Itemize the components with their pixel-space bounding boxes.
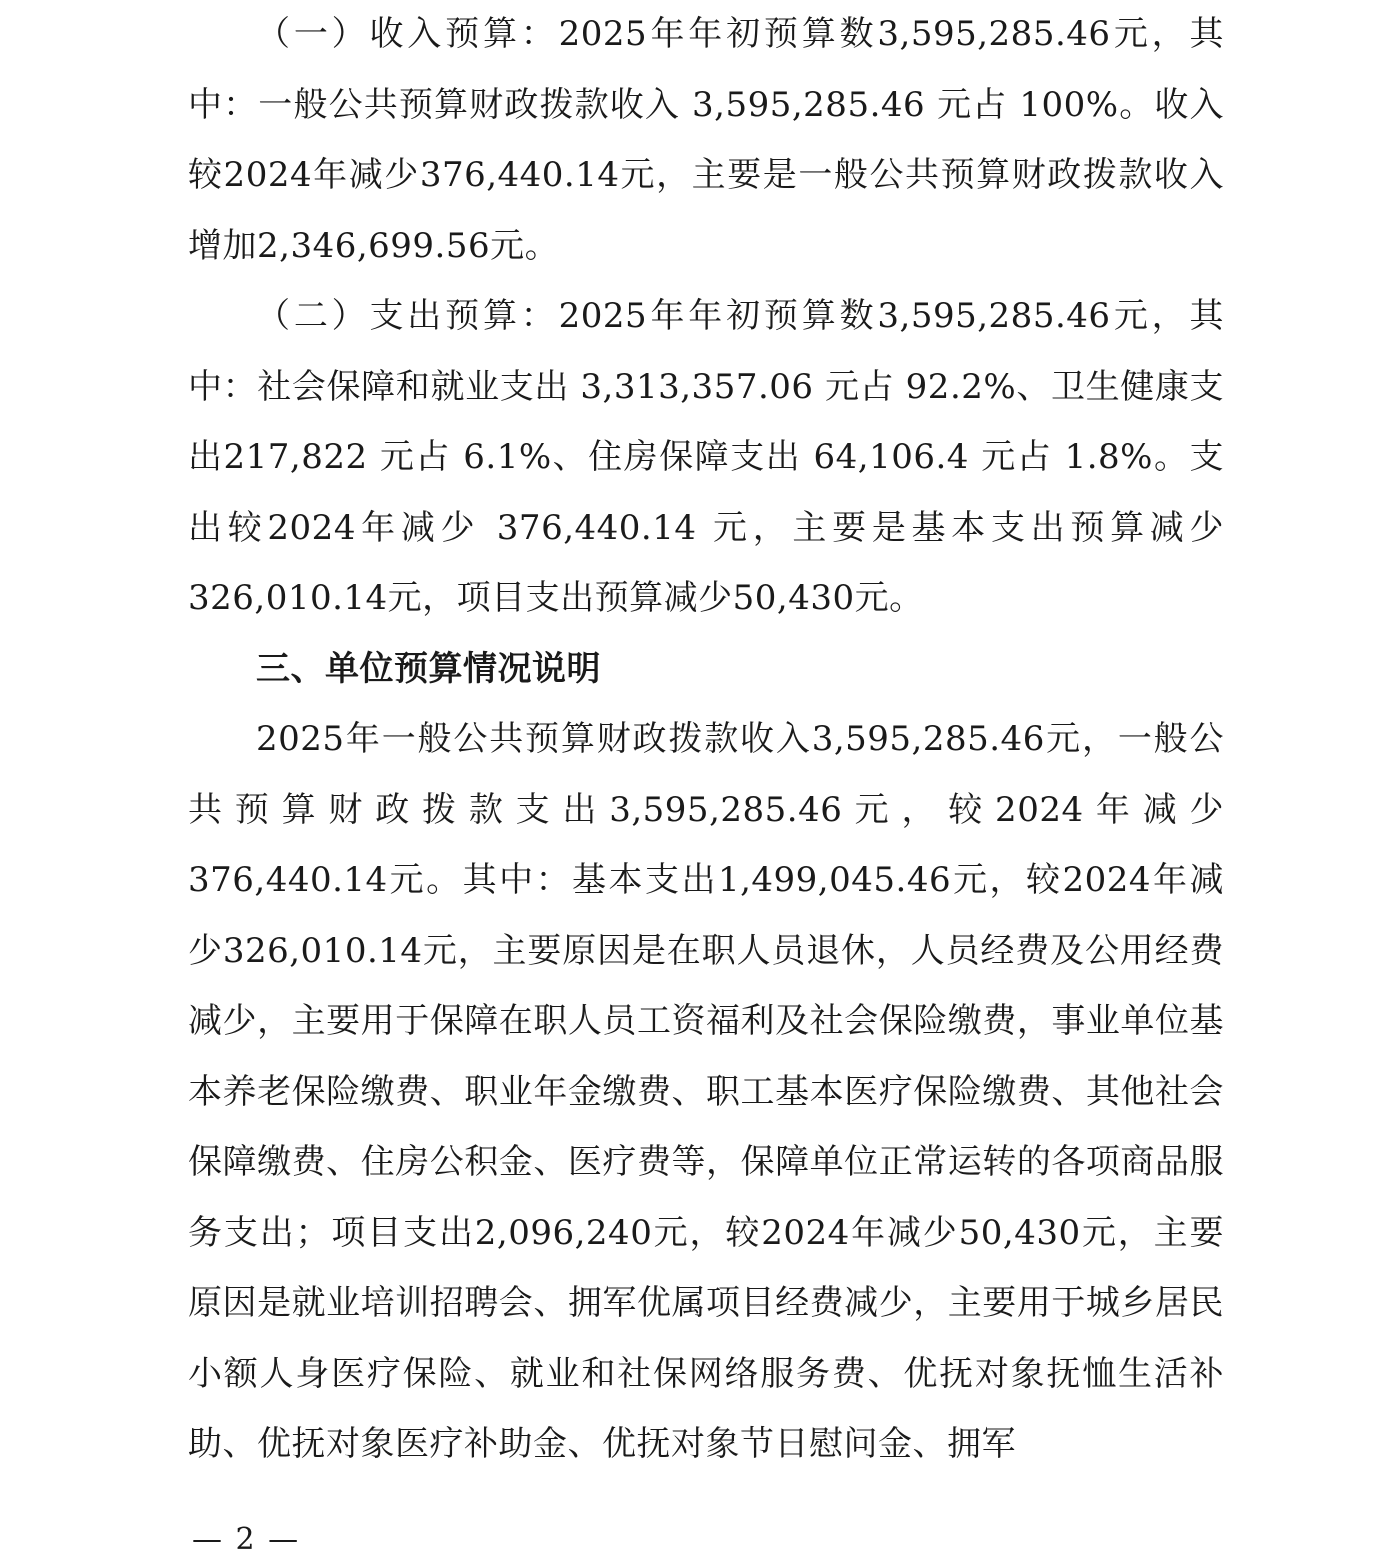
page-number: — 2 — xyxy=(192,1522,301,1557)
income-budget-paragraph: （一）收入预算：2025年年初预算数3,595,285.46元，其中：一般公共预算财政拨款收入 3,595,285.46 元占 100%。收入较2024年减少376,440.14元，主要是一般公共预算财政拨款收入增加2,346,699.56元。 xyxy=(188,14,1224,266)
section-three-heading: 三、单位预算情况说明 xyxy=(256,648,601,689)
expense-budget-paragraph: （二）支出预算：2025年年初预算数3,595,285.46元，其中：社会保障和就业支出 3,313,357.06 元占 92.2%、卫生健康支出217,822 元占 6.1%、住房保障支出 64,106.4 元占 1.8%。支出较2024年减少 376,440.14 元，主要是基本支出预算减少 326,010.14元，项目支出预算减少50,430元。 xyxy=(188,296,1224,618)
unit-budget-paragraph: 2025年一般公共预算财政拨款收入3,595,285.46元，一般公共预算财政拨款支出3,595,285.46元，较2024年减少376,440.14元。其中：基本支出1,499,045.46元，较2024年减少326,010.14元，主要原因是在职人员退休，人员经费及公用经费减少，主要用于保障在职人员工资福利及社会保险缴费，事业单位基本养老保险缴费、职业年金缴费、职工基本医疗保险缴费、其他社会保障缴费、住房公积金、医疗费等，保障单位正常运转的各项商品服务支出；项目支出2,096,240元，较2024年减少50,430元，主要原因是就业培训招聘会、拥军优属项目经费减少，主要用于城乡居民小额人身医疗保险、就业和社保网络服务费、优抚对象抚恤生活补助、优抚对象医疗补助金、优抚对象节日慰问金、拥军 xyxy=(188,719,1224,1464)
document-page xyxy=(188,0,1224,1480)
